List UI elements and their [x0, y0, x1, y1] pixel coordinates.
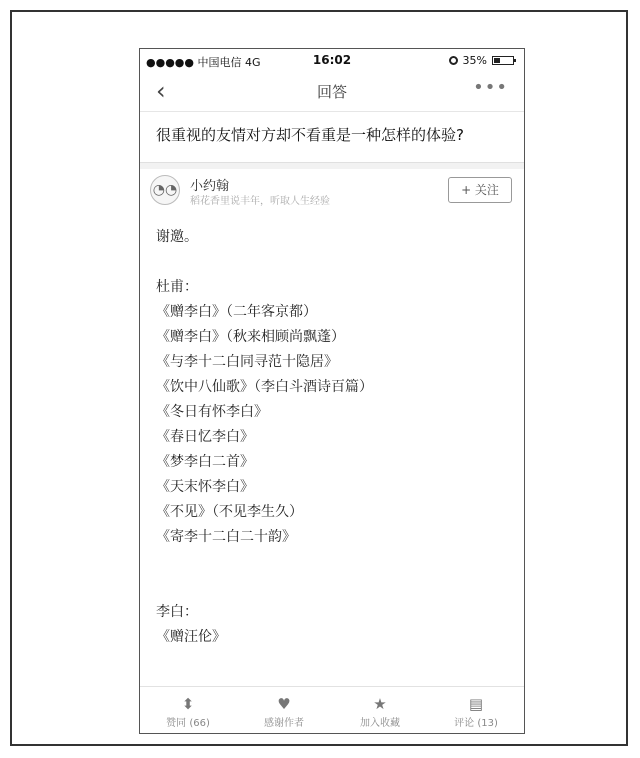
- poem-line: 《春日忆李白》: [156, 429, 254, 445]
- poem-line: 《赠汪伦》: [156, 629, 226, 645]
- status-right: [449, 54, 514, 67]
- battery-percent: 35%: [462, 54, 487, 67]
- author-bio: 稻花香里说丰年，听取人生经验: [190, 196, 330, 207]
- page-title: 回答: [316, 83, 347, 101]
- screenshot-frame: [10, 10, 628, 746]
- nav-bar: [140, 73, 524, 111]
- dufu-label: 杜甫：: [156, 279, 198, 295]
- more-icon[interactable]: •••: [473, 77, 508, 98]
- poem-line: 《天末怀李白》: [156, 479, 254, 495]
- back-icon[interactable]: ‹: [156, 77, 166, 105]
- poem-line: 《不见》（不见李生久）: [156, 504, 303, 520]
- avatar[interactable]: ◔◔: [150, 175, 180, 205]
- author-row: [140, 169, 524, 211]
- question-title[interactable]: 很重视的友情对方却不看重是一种怎样的体验?: [140, 111, 524, 163]
- answer-content: [156, 225, 506, 650]
- poem-line: 《与李十二白同寻范十隐居》: [156, 354, 338, 370]
- phone-screen: [139, 48, 525, 734]
- battery-icon: [492, 56, 514, 65]
- star-icon: ★: [373, 695, 387, 713]
- carrier-signal: ●●●●● 中国电信 4G: [146, 56, 261, 69]
- poem-line: 《梦李白二首》: [156, 454, 254, 470]
- poem-line: 《寄李十二白二十韵》: [156, 529, 296, 545]
- answer-greeting: 谢邀。: [156, 229, 198, 245]
- collect-label: 加入收藏: [360, 718, 400, 729]
- status-bar: [140, 49, 524, 71]
- poem-line: 《赠李白》（秋来相顾尚飘蓬）: [156, 329, 345, 345]
- bottom-action-bar: [140, 686, 524, 733]
- thanks-label: 感谢作者: [264, 718, 304, 729]
- comment-icon: ▤: [468, 695, 484, 713]
- poem-line: 《饮中八仙歌》（李白斗酒诗百篇）: [156, 379, 373, 395]
- libai-label: 李白：: [156, 604, 198, 620]
- upvote-label: 赞同 (66): [166, 718, 210, 729]
- poem-line: 《赠李白》（二年客京都）: [156, 304, 317, 320]
- poem-line: 《冬日有怀李白》: [156, 404, 268, 420]
- status-time: 16:02: [312, 53, 352, 67]
- follow-button[interactable]: + 关注: [448, 177, 512, 203]
- author-name[interactable]: 小约翰: [190, 179, 230, 194]
- alarm-icon: [449, 56, 458, 65]
- upvote-arrows-icon: ⬍: [181, 695, 195, 713]
- comment-button[interactable]: [428, 687, 524, 733]
- thanks-button[interactable]: [236, 687, 332, 733]
- collect-button[interactable]: [332, 687, 428, 733]
- upvote-button[interactable]: [140, 687, 236, 733]
- comment-label: 评论 (13): [454, 718, 498, 729]
- heart-icon: ♥: [277, 695, 291, 713]
